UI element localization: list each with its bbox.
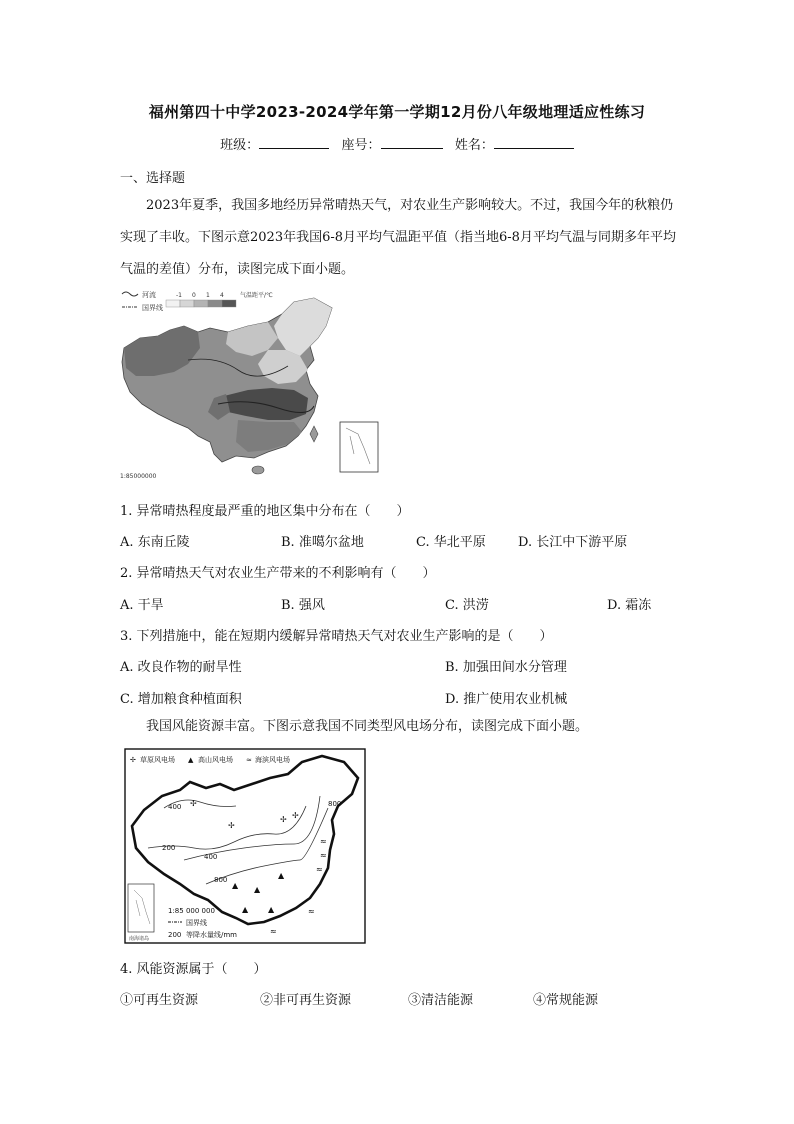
q4-option-3[interactable]: ③清洁能源 — [408, 993, 474, 1008]
coastal-wind-farm-icon: ≈ — [320, 851, 327, 860]
inset-caption: 南海诸岛 — [129, 936, 150, 942]
hainan-island — [252, 466, 264, 474]
map2-scale: 1:85 000 000 — [168, 907, 215, 915]
question-1-stem: 1. 异常晴热程度最严重的地区集中分布在（ ） — [120, 504, 410, 519]
mountain-wind-farm-icon: ▲ — [242, 905, 249, 914]
q3-option-c[interactable]: C. 增加粮食种植面积 — [120, 692, 242, 707]
mountain-wind-icon: ▲ — [188, 756, 194, 764]
grassland-wind-icon: ✢ — [130, 756, 136, 764]
map1-legend — [122, 290, 273, 312]
map1-scale: 1:85000000 — [120, 473, 157, 480]
legend-border-label: 国界线 — [142, 304, 163, 312]
q3-option-a[interactable]: A. 改良作物的耐旱性 — [120, 660, 242, 675]
southeast-hills-region — [236, 420, 302, 452]
coastal-wind-icon: ≈ — [246, 756, 252, 764]
grassland-wind-farm-icon: ✢ — [280, 815, 287, 824]
question-4-stem: 4. 风能资源属于（ ） — [120, 962, 267, 977]
q3-option-d[interactable]: D. 推广使用农业机械 — [445, 692, 568, 707]
river-legend-icon — [122, 292, 138, 296]
q1-option-a[interactable]: A. 东南丘陵 — [120, 535, 190, 550]
legend-tick: 1 — [206, 292, 210, 299]
coastal-wind-farm-icon: ≈ — [316, 865, 323, 874]
south-sea-inset — [340, 422, 378, 472]
question-2-stem: 2. 异常晴热天气对农业生产带来的不利影响有（ ） — [120, 566, 436, 581]
section-heading: 一、选择题 — [120, 171, 186, 186]
grassland-wind-farm-icon: ✢ — [292, 811, 299, 820]
legend-iso-value: 200 — [168, 931, 182, 939]
mountain-wind-farm-icon: ▲ — [268, 905, 275, 914]
coastal-wind-farm-icon: ≈ — [270, 927, 277, 936]
legend-mountain-label: 高山风电场 — [198, 756, 233, 764]
legend-iso-text: 等降水量线/mm — [186, 931, 237, 939]
mountain-wind-farm-icon: ▲ — [232, 881, 239, 890]
legend-river-label: 河流 — [142, 291, 156, 299]
q1-option-d[interactable]: D. 长江中下游平原 — [518, 535, 628, 550]
seat-blank[interactable] — [381, 136, 443, 149]
legend-coast-label: 海滨风电场 — [255, 756, 290, 764]
legend-tick: 0 — [192, 292, 196, 299]
legend-grassland-label: 草原风电场 — [140, 756, 175, 764]
intro-paragraph-2: 我国风能资源丰富。下图示意我国不同类型风电场分布，读图完成下面小题。 — [146, 719, 589, 734]
q2-option-a[interactable]: A. 干旱 — [120, 598, 164, 613]
coastal-wind-farm-icon: ≈ — [308, 907, 315, 916]
q2-option-b[interactable]: B. 强风 — [281, 598, 325, 613]
intro-paragraph-1: 2023年夏季，我国多地经历异常晴热天气，对农业生产影响较大。不过，我国今年的秋粮仍实现了丰收。下图示意2023年我国6-8月平均气温距平值（指当地6-8月平均气温与同期多年平均气温的差值）分布，读图完成下面小题。 — [120, 198, 676, 277]
class-blank[interactable] — [259, 136, 329, 149]
taiwan-island — [310, 426, 318, 442]
question-3-stem: 3. 下列措施中，能在短期内缓解异常晴热天气对农业生产影响的是（ ） — [120, 629, 553, 644]
q4-option-1[interactable]: ①可再生资源 — [120, 993, 199, 1008]
legend-title: 气温距平/℃ — [240, 292, 273, 299]
grassland-wind-farm-icon: ✢ — [228, 821, 235, 830]
q4-option-2[interactable]: ②非可再生资源 — [260, 993, 352, 1008]
legend-tick: 4 — [220, 292, 224, 299]
south-sea-inset — [128, 884, 154, 932]
class-label: 班级： — [220, 138, 260, 153]
name-blank[interactable] — [494, 136, 574, 149]
name-label: 姓名： — [454, 138, 494, 153]
q2-option-d[interactable]: D. 霜冻 — [607, 598, 652, 613]
wind-farm-map — [124, 748, 366, 944]
q1-option-b[interactable]: B. 准噶尔盆地 — [281, 535, 364, 550]
legend-tick: -1 — [176, 292, 182, 299]
q2-option-c[interactable]: C. 洪涝 — [445, 598, 489, 613]
temperature-anomaly-map — [118, 286, 390, 482]
q4-option-4[interactable]: ④常规能源 — [533, 993, 599, 1008]
isoline-label: 400 — [204, 853, 218, 861]
mountain-wind-farm-icon: ▲ — [254, 885, 261, 894]
mountain-wind-farm-icon: ▲ — [278, 871, 285, 880]
isoline-label: 400 — [168, 803, 182, 811]
q3-option-b[interactable]: B. 加强田间水分管理 — [445, 660, 567, 675]
grassland-wind-farm-icon: ✢ — [190, 799, 197, 808]
q1-option-c[interactable]: C. 华北平原 — [416, 535, 486, 550]
seat-label: 座号： — [341, 138, 381, 153]
isoline-label: 200 — [162, 844, 176, 852]
student-info-line — [0, 134, 794, 153]
isoline-label: 800 — [214, 876, 228, 884]
legend-border-label: 国界线 — [186, 919, 207, 927]
coastal-wind-farm-icon: ≈ — [320, 837, 327, 846]
isoline-label: 800 — [328, 800, 342, 808]
page-title: 福州第四十中学2023-2024学年第一学期12月份八年级地理适应性练习 — [148, 103, 646, 121]
map2-legend — [130, 755, 290, 764]
